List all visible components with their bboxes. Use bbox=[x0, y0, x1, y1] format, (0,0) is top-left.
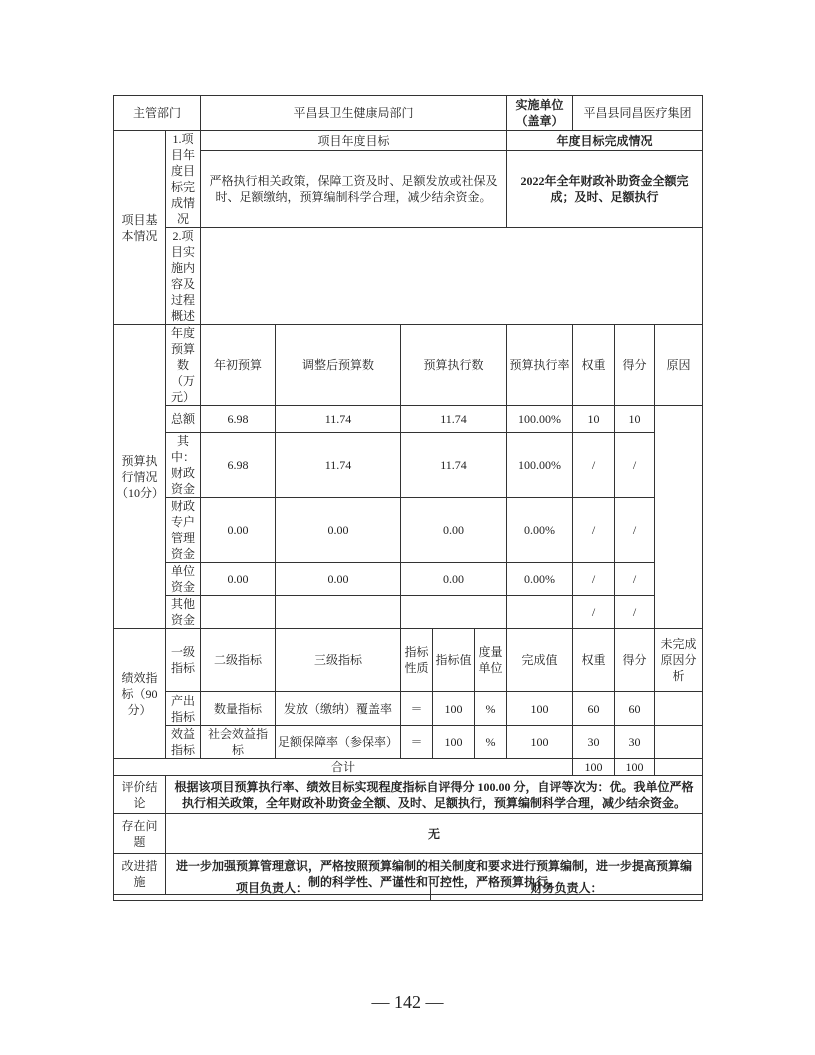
initial: 6.98 bbox=[201, 406, 276, 433]
budget-header: 调整后预算数 bbox=[276, 325, 401, 406]
impl-text bbox=[201, 228, 703, 325]
perf-section-label: 绩效指标（90分） bbox=[114, 629, 166, 759]
unit: % bbox=[475, 726, 507, 759]
perf-header: 一级指标 bbox=[166, 629, 201, 692]
budget-header: 得分 bbox=[615, 325, 655, 406]
executed bbox=[401, 596, 507, 629]
page-number: — 142 — bbox=[371, 992, 444, 1012]
perf-header: 完成值 bbox=[507, 629, 573, 692]
row-label: 单位资金 bbox=[166, 563, 201, 596]
budget-header: 年度预算数（万元） bbox=[166, 325, 201, 406]
perf-row bbox=[114, 692, 703, 726]
perf-header: 权重 bbox=[573, 629, 615, 692]
adjusted: 0.00 bbox=[276, 498, 401, 563]
conclusion-label: 评价结论 bbox=[114, 776, 166, 814]
row-label: 总额 bbox=[166, 406, 201, 433]
dept-value: 平昌县卫生健康局部门 bbox=[201, 96, 507, 131]
initial: 0.00 bbox=[201, 498, 276, 563]
executed: 0.00 bbox=[401, 498, 507, 563]
total-label: 合计 bbox=[114, 759, 573, 776]
l3: 发放（缴纳）覆盖率 bbox=[276, 692, 401, 726]
budget-header: 预算执行数 bbox=[401, 325, 507, 406]
total-reason bbox=[655, 759, 703, 776]
target: 100 bbox=[433, 726, 475, 759]
initial: 6.98 bbox=[201, 433, 276, 498]
row-label: 其他资金 bbox=[166, 596, 201, 629]
nature: ＝ bbox=[401, 692, 433, 726]
l1: 产出指标 bbox=[166, 692, 201, 726]
rate bbox=[507, 596, 573, 629]
target: 100 bbox=[433, 692, 475, 726]
perf-header: 二级指标 bbox=[201, 629, 276, 692]
weight: 10 bbox=[573, 406, 615, 433]
budget-header: 权重 bbox=[573, 325, 615, 406]
executed: 11.74 bbox=[401, 433, 507, 498]
finance-lead-label: 财务负责人： bbox=[431, 876, 703, 900]
weight: / bbox=[573, 433, 615, 498]
unit: % bbox=[475, 692, 507, 726]
perf-header: 指标性质 bbox=[401, 629, 433, 692]
budget-header: 原因 bbox=[655, 325, 703, 406]
initial bbox=[201, 596, 276, 629]
rate: 100.00% bbox=[507, 406, 573, 433]
row-label: 财政专户管理资金 bbox=[166, 498, 201, 563]
rate: 0.00% bbox=[507, 498, 573, 563]
budget-row bbox=[114, 433, 703, 498]
executed: 0.00 bbox=[401, 563, 507, 596]
weight: / bbox=[573, 563, 615, 596]
signature-row bbox=[113, 876, 703, 901]
score: 30 bbox=[615, 726, 655, 759]
adjusted: 11.74 bbox=[276, 406, 401, 433]
perf-row bbox=[114, 726, 703, 759]
goal-col-header: 项目年度目标 bbox=[201, 131, 507, 151]
score: / bbox=[615, 563, 655, 596]
l2: 数量指标 bbox=[201, 692, 276, 726]
issues-text: 无 bbox=[166, 814, 703, 854]
actual: 100 bbox=[507, 692, 573, 726]
reason bbox=[655, 726, 703, 759]
rate: 100.00% bbox=[507, 433, 573, 498]
done-text: 2022年全年财政补助资金全额完成；及时、足额执行 bbox=[507, 151, 703, 228]
basic-section-label: 项目基本情况 bbox=[114, 131, 166, 325]
measures-text: 进一步加强预算管理意识，严格按照预算编制的相关制度和要求进行预算编制，进一步提高预算编制的科学性、严谨性和可控性，严格预算执行。 bbox=[166, 854, 703, 895]
budget-row bbox=[114, 498, 703, 563]
actual: 100 bbox=[507, 726, 573, 759]
budget-row bbox=[114, 406, 703, 433]
row-label: 其中：财政资金 bbox=[166, 433, 201, 498]
goal-label: 1.项目年度目标完成情况 bbox=[166, 131, 201, 228]
weight: / bbox=[573, 596, 615, 629]
initial: 0.00 bbox=[201, 563, 276, 596]
budget-header: 预算执行率 bbox=[507, 325, 573, 406]
unit-value: 平昌县同昌医疗集团 bbox=[573, 96, 703, 131]
weight: 60 bbox=[573, 692, 615, 726]
budget-header: 年初预算 bbox=[201, 325, 276, 406]
reason bbox=[655, 692, 703, 726]
reason-cell bbox=[655, 406, 703, 629]
adjusted: 11.74 bbox=[276, 433, 401, 498]
budget-row bbox=[114, 596, 703, 629]
l3: 足额保障率（参保率） bbox=[276, 726, 401, 759]
nature: ＝ bbox=[401, 726, 433, 759]
budget-section-label: 预算执行情况（10分） bbox=[114, 325, 166, 629]
total-weight: 100 bbox=[573, 759, 615, 776]
dept-label: 主管部门 bbox=[114, 96, 201, 131]
perf-header: 三级指标 bbox=[276, 629, 401, 692]
measures-label: 改进措施 bbox=[114, 854, 166, 895]
performance-self-evaluation-table bbox=[113, 95, 703, 895]
score: 10 bbox=[615, 406, 655, 433]
unit-label: 实施单位（盖章） bbox=[507, 96, 573, 131]
total-score: 100 bbox=[615, 759, 655, 776]
goal-text: 严格执行相关政策，保障工资及时、足额发放或社保及时、足额缴纳，预算编制科学合理，减少结余资金。 bbox=[201, 151, 507, 228]
score: / bbox=[615, 498, 655, 563]
weight: / bbox=[573, 498, 615, 563]
score: / bbox=[615, 433, 655, 498]
score: / bbox=[615, 596, 655, 629]
perf-header: 得分 bbox=[615, 629, 655, 692]
conclusion-text: 根据该项目预算执行率、绩效目标实现程度指标自评得分 100.00 分，自评等次为：优。我单位严格执行相关政策，全年财政补助资金全额、及时、足额执行，预算编制科学合理，减少结余资金。 bbox=[166, 776, 703, 814]
executed: 11.74 bbox=[401, 406, 507, 433]
issues-label: 存在问题 bbox=[114, 814, 166, 854]
perf-header: 指标值 bbox=[433, 629, 475, 692]
project-lead-label: 项目负责人： bbox=[114, 876, 431, 900]
perf-header: 度量单位 bbox=[475, 629, 507, 692]
l2: 社会效益指标 bbox=[201, 726, 276, 759]
perf-header: 未完成原因分析 bbox=[655, 629, 703, 692]
impl-label: 2.项目实施内容及过程概述 bbox=[166, 228, 201, 325]
adjusted: 0.00 bbox=[276, 563, 401, 596]
done-col-header: 年度目标完成情况 bbox=[507, 131, 703, 151]
budget-row bbox=[114, 563, 703, 596]
adjusted bbox=[276, 596, 401, 629]
weight: 30 bbox=[573, 726, 615, 759]
rate: 0.00% bbox=[507, 563, 573, 596]
l1: 效益指标 bbox=[166, 726, 201, 759]
score: 60 bbox=[615, 692, 655, 726]
